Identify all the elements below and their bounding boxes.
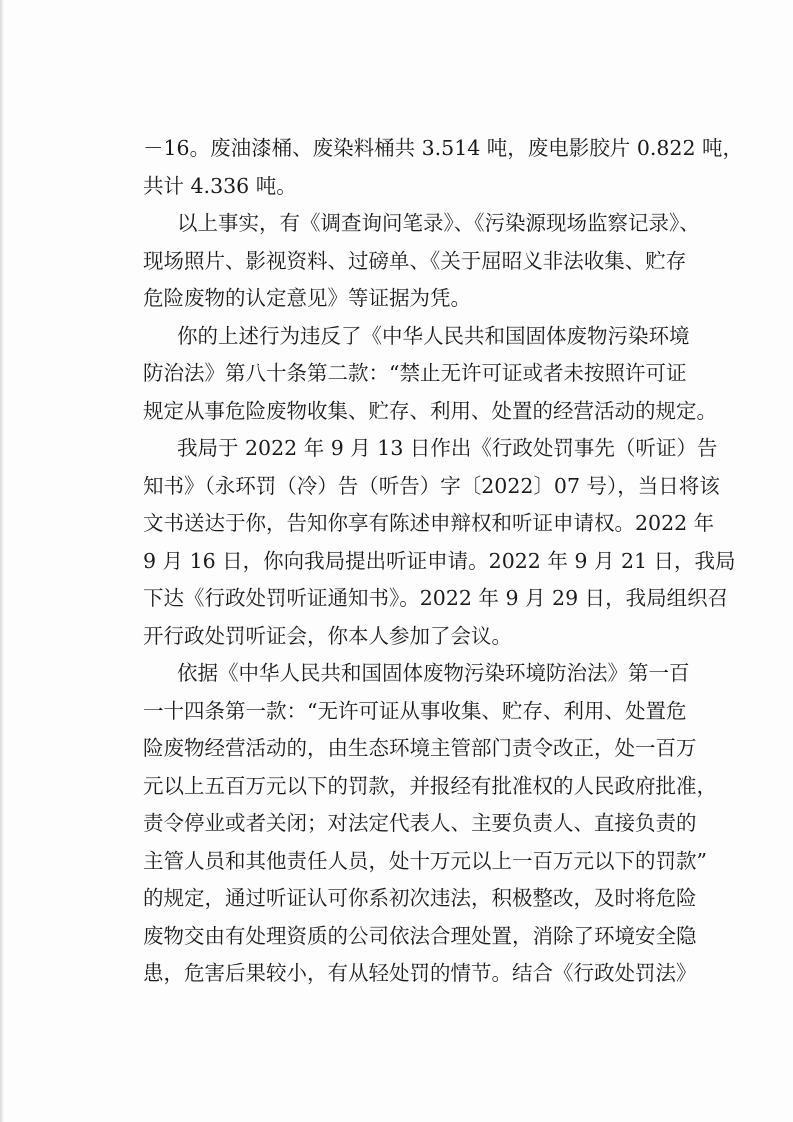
text-line: 患，危害后果较小，有从轻处罚的情节。结合《行政处罚法》	[143, 961, 697, 985]
text-line: 9 月 16 日，你向我局提出听证申请。2022 年 9 月 21 日，我局	[143, 548, 736, 573]
text-line: 以上事实，有《调查询问笔录》、《污染源现场监察记录》、	[177, 211, 700, 235]
text-line: －16。废油漆桶、废染料桶共 3.514 吨，废电影胶片 0.822 吨，	[143, 136, 744, 160]
text-line: 依据《中华人民共和国固体废物污染环境防治法》第一百	[177, 661, 690, 685]
paragraph-evidence	[143, 205, 700, 318]
text-line: 危险废物的认定意见》等证据为凭。	[143, 286, 471, 310]
text-line: 现场照片、影视资料、过磅单、《关于屈昭义非法收集、贮存	[143, 248, 687, 273]
text-line: 险废物经营活动的，由生态环境主管部门责令改正，处一百万	[143, 736, 697, 760]
text-line: 下达《行政处罚听证通知书》。2022 年 9 月 29 日，我局组织召	[143, 586, 729, 610]
paragraph-violation	[143, 318, 717, 431]
text-line: 知书》（永环罚（冷）告（听告）字〔2022〕07 号），当日将该	[143, 473, 720, 498]
text-line: 责令停业或者关闭；对法定代表人、主要负责人、直接负责的	[143, 811, 697, 835]
paragraph-legal-basis	[143, 655, 717, 993]
text-line: 文书送达于你，告知你享有陈述申辩权和听证申请权。2022 年	[143, 511, 715, 535]
text-line: 的规定，通过听证认可你系初次违法，积极整改，及时将危险	[143, 886, 697, 910]
text-line: 共计 4.336 吨。	[143, 173, 297, 198]
text-line: 防治法》第八十条第二款：“禁止无许可证或者未按照许可证	[143, 361, 687, 385]
scan-edge	[0, 0, 4, 1122]
paragraph-hearing	[143, 430, 736, 655]
text-line: 开行政处罚听证会，你本人参加了会议。	[143, 623, 512, 648]
text-line: 你的上述行为违反了《中华人民共和国固体废物污染环境	[177, 323, 690, 348]
document-body	[143, 130, 744, 993]
paragraph-waste-totals	[143, 130, 744, 205]
text-line: 废物交由有处理资质的公司依法合理处置，消除了环境安全隐	[143, 923, 697, 948]
text-line: 我局于 2022 年 9 月 13 日作出《行政处罚事先（听证）告	[177, 436, 718, 460]
text-line: 一十四条第一款：“无许可证从事收集、贮存、利用、处置危	[143, 698, 687, 723]
text-line: 规定从事危险废物收集、贮存、利用、处置的经营活动的规定。	[143, 398, 717, 423]
text-line: 元以上五百万元以下的罚款，并报经有批准权的人民政府批准，	[143, 773, 717, 798]
text-line: 主管人员和其他责任人员，处十万元以上一百万元以下的罚款”	[143, 848, 707, 873]
